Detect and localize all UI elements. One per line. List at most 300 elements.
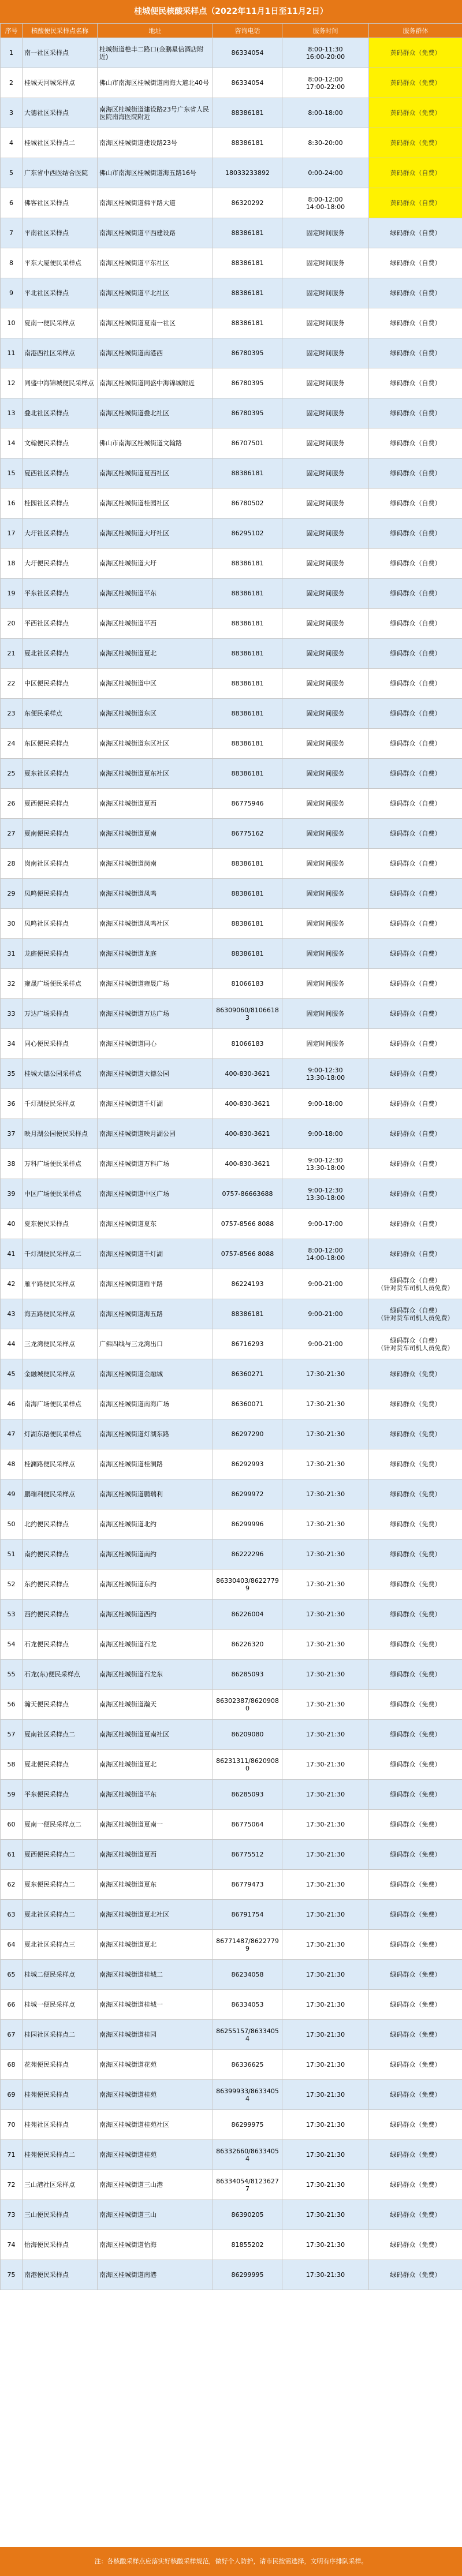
row-name: 凤鸣便民采样点: [23, 879, 98, 909]
row-service: 绿码群众（免费）: [369, 1720, 462, 1750]
row-phone: 86780395: [213, 398, 282, 428]
row-no: 63: [1, 1900, 23, 1930]
row-time: 17:30-21:30: [282, 1690, 369, 1720]
row-service: 绿码群众（免费）: [369, 1479, 462, 1509]
row-service: 绿码群众（免费）: [369, 1690, 462, 1720]
row-time: 固定时间服务: [282, 969, 369, 999]
row-phone: 81066183: [213, 1029, 282, 1059]
row-no: 42: [1, 1269, 23, 1299]
row-address: 南海区桂城街道桂城一: [98, 1990, 213, 2020]
row-no: 72: [1, 2170, 23, 2200]
table-row: [1, 2110, 462, 2140]
row-phone: 88386181: [213, 639, 282, 669]
row-time: 17:30-21:30: [282, 1840, 369, 1870]
row-time: 17:30-21:30: [282, 1900, 369, 1930]
row-address: 广佛四线与三龙湾出口: [98, 1329, 213, 1359]
row-time: 17:30-21:30: [282, 1509, 369, 1539]
row-time: 17:30-21:30: [282, 1780, 369, 1810]
row-time: 0:00-24:00: [282, 158, 369, 188]
row-name: 夏南一便民采样点: [23, 308, 98, 338]
row-name: 千灯湖便民采样点二: [23, 1239, 98, 1269]
row-service: 绿码群众（自费）: [369, 218, 462, 248]
row-service: 绿码群众（免费）: [369, 2020, 462, 2050]
row-service: 绿码群众（免费）: [369, 1780, 462, 1810]
table-row: [1, 1389, 462, 1419]
row-phone: 86780395: [213, 338, 282, 368]
table-row: [1, 819, 462, 849]
row-phone: 0757-86663688: [213, 1179, 282, 1209]
sampling-sites-table: [0, 23, 462, 2290]
row-name: 凤鸣社区采样点: [23, 909, 98, 939]
row-phone: 86390205: [213, 2200, 282, 2230]
row-address: 南海区桂城街道南港西: [98, 338, 213, 368]
row-phone: 86226320: [213, 1630, 282, 1660]
footer-note: 注：各核酸采样点应落实好核酸采样规范，做好个人防护，请市民按需选择，文明有序排队采样。: [0, 2547, 462, 2576]
row-no: 19: [1, 579, 23, 609]
row-time: 固定时间服务: [282, 819, 369, 849]
row-no: 25: [1, 759, 23, 789]
row-service: 绿码群众（自费）: [369, 639, 462, 669]
row-time: 17:30-21:30: [282, 1720, 369, 1750]
row-phone: 86299995: [213, 2260, 282, 2290]
row-no: 40: [1, 1209, 23, 1239]
row-time: 17:30-21:30: [282, 1539, 369, 1570]
row-no: 68: [1, 2050, 23, 2080]
row-no: 4: [1, 128, 23, 158]
row-service: 绿码群众（自费）: [369, 1059, 462, 1089]
row-phone: 88386181: [213, 278, 282, 308]
row-no: 65: [1, 1960, 23, 1990]
row-phone: 86234058: [213, 1960, 282, 1990]
row-service: 绿码群众（自费）: [369, 549, 462, 579]
row-phone: 86299996: [213, 1509, 282, 1539]
row-no: 28: [1, 849, 23, 879]
table-row: [1, 128, 462, 158]
row-address: 南海区桂城街道佛平路大道: [98, 188, 213, 218]
row-service: 绿码群众（自费）: [369, 489, 462, 519]
row-address: 南海区桂城街道岗南: [98, 849, 213, 879]
row-name: 桂园社区采样点: [23, 489, 98, 519]
row-name: 平西社区采样点: [23, 609, 98, 639]
table-row: [1, 1119, 462, 1149]
row-service: 绿码群众（自费）: [369, 729, 462, 759]
row-phone: 88386181: [213, 218, 282, 248]
row-phone: 86222296: [213, 1539, 282, 1570]
row-time: 17:30-21:30: [282, 1870, 369, 1900]
row-time: 17:30-21:30: [282, 1570, 369, 1600]
row-phone: 88386181: [213, 248, 282, 278]
row-no: 59: [1, 1780, 23, 1810]
row-no: 48: [1, 1449, 23, 1479]
row-name: 夏东便民采样点二: [23, 1870, 98, 1900]
row-address: 南海区桂城街道桂园: [98, 2020, 213, 2050]
row-no: 13: [1, 398, 23, 428]
row-name: 桂城天河城采样点: [23, 68, 98, 98]
row-name: 大德社区采样点: [23, 98, 98, 128]
table-row: [1, 2140, 462, 2170]
row-no: 8: [1, 248, 23, 278]
table-row: [1, 519, 462, 549]
row-address: 南海区桂城街道大圩社区: [98, 519, 213, 549]
row-time: 固定时间服务: [282, 549, 369, 579]
table-row: [1, 729, 462, 759]
row-time: 17:30-21:30: [282, 2050, 369, 2080]
row-name: 灯湖东路便民采样点: [23, 1419, 98, 1449]
row-no: 34: [1, 1029, 23, 1059]
row-time: 固定时间服务: [282, 579, 369, 609]
row-service: 绿码群众（自费）: [369, 1119, 462, 1149]
table-row: [1, 2170, 462, 2200]
row-name: 万科广场便民采样点: [23, 1149, 98, 1179]
row-phone: 86297290: [213, 1419, 282, 1449]
row-address: 南海区桂城街道同心: [98, 1029, 213, 1059]
row-no: 33: [1, 999, 23, 1029]
row-time: 8:00-18:00: [282, 98, 369, 128]
row-service: 绿码群众（自费）: [369, 909, 462, 939]
row-address: 桂城街道樵丰二路口(金鹏星信酒店附近): [98, 38, 213, 68]
table-row: [1, 579, 462, 609]
row-name: 中区广场便民采样点: [23, 1179, 98, 1209]
table-row: [1, 2200, 462, 2230]
row-address: 南海区桂城街道夏北: [98, 1750, 213, 1780]
row-service: 绿码群众（自费）: [369, 789, 462, 819]
row-no: 15: [1, 458, 23, 489]
row-phone: 86775512: [213, 1840, 282, 1870]
row-time: 固定时间服务: [282, 248, 369, 278]
table-header-row: [1, 24, 462, 38]
table-row: [1, 308, 462, 338]
row-name: 叠北社区采样点: [23, 398, 98, 428]
row-time: 17:30-21:30: [282, 1990, 369, 2020]
row-service: 绿码群众（免费）: [369, 1389, 462, 1419]
row-address: 南海区桂城街道石龙东: [98, 1660, 213, 1690]
row-address: 南海区桂城街道雁平路: [98, 1269, 213, 1299]
row-name: 同心便民采样点: [23, 1029, 98, 1059]
row-time: 17:30-21:30: [282, 2140, 369, 2170]
row-address: 南海区桂城街道凤鸣: [98, 879, 213, 909]
row-address: 南海区桂城街道映月湖公园: [98, 1119, 213, 1149]
row-time: 17:30-21:30: [282, 2080, 369, 2110]
row-name: 夏南便民采样点: [23, 819, 98, 849]
row-phone: 88386181: [213, 729, 282, 759]
row-service: 绿码群众（自费）: [369, 248, 462, 278]
row-no: 46: [1, 1389, 23, 1419]
row-time: 8:00-11:30 16:00-20:00: [282, 38, 369, 68]
row-name: 桂园社区采样点二: [23, 2020, 98, 2050]
row-no: 49: [1, 1479, 23, 1509]
row-time: 9:00-21:00: [282, 1329, 369, 1359]
row-service: 黄码群众（自费）: [369, 188, 462, 218]
table-row: [1, 879, 462, 909]
row-address: 南海区桂城街道石龙: [98, 1630, 213, 1660]
table-row: [1, 1810, 462, 1840]
row-name: 东区便民采样点: [23, 729, 98, 759]
row-service: 绿码群众（自费）: [369, 278, 462, 308]
row-no: 31: [1, 939, 23, 969]
row-no: 66: [1, 1990, 23, 2020]
row-phone: 88386181: [213, 458, 282, 489]
table-row: [1, 789, 462, 819]
row-service: 绿码群众（自费） （针对货车司机人员免费）: [369, 1269, 462, 1299]
row-address: 南海区桂城街道夏西: [98, 1840, 213, 1870]
page-title: 桂城便民核酸采样点（2022年11月1日至11月2日）: [0, 0, 462, 23]
row-no: 57: [1, 1720, 23, 1750]
row-no: 73: [1, 2200, 23, 2230]
table-row: [1, 398, 462, 428]
row-name: 石龙便民采样点: [23, 1630, 98, 1660]
row-phone: 86231311/86209080: [213, 1750, 282, 1780]
row-name: 南一社区采样点: [23, 38, 98, 68]
row-no: 11: [1, 338, 23, 368]
row-service: 绿码群众（自费）: [369, 819, 462, 849]
header-phone: 咨询电话: [213, 24, 282, 38]
row-phone: 400-830-3621: [213, 1089, 282, 1119]
row-address: 南海区桂城街道夏北社区: [98, 1900, 213, 1930]
row-address: 南海区桂城街道龙庭: [98, 939, 213, 969]
table-row: [1, 2260, 462, 2290]
row-time: 8:00-12:00 14:00-18:00: [282, 1239, 369, 1269]
table-row: [1, 699, 462, 729]
row-address: 佛山市南海区桂城街道南海大道北40号: [98, 68, 213, 98]
row-name: 桂城二便民采样点: [23, 1960, 98, 1990]
row-name: 东便民采样点: [23, 699, 98, 729]
row-address: 南海区桂城街道平东: [98, 1780, 213, 1810]
row-time: 固定时间服务: [282, 999, 369, 1029]
row-no: 37: [1, 1119, 23, 1149]
row-name: 桂城一便民采样点: [23, 1990, 98, 2020]
row-address: 南海区桂城街道大德公园: [98, 1059, 213, 1089]
row-address: 南海区桂城街道西约: [98, 1600, 213, 1630]
row-time: 固定时间服务: [282, 428, 369, 458]
row-phone: 86360271: [213, 1359, 282, 1389]
table-row: [1, 1179, 462, 1209]
row-service: 绿码群众（自费）: [369, 1089, 462, 1119]
row-no: 23: [1, 699, 23, 729]
row-no: 21: [1, 639, 23, 669]
table-row: [1, 158, 462, 188]
table-row: [1, 1660, 462, 1690]
row-name: 桂澜路便民采样点: [23, 1449, 98, 1479]
table-row: [1, 1750, 462, 1780]
row-service: 黄码群众（自费）: [369, 158, 462, 188]
row-phone: 88386181: [213, 909, 282, 939]
row-time: 固定时间服务: [282, 639, 369, 669]
row-no: 24: [1, 729, 23, 759]
row-time: 固定时间服务: [282, 669, 369, 699]
row-service: 绿码群众（免费）: [369, 1750, 462, 1780]
row-name: 平东便民采样点: [23, 1780, 98, 1810]
row-time: 固定时间服务: [282, 909, 369, 939]
row-address: 南海区桂城街道千灯湖: [98, 1239, 213, 1269]
row-address: 南海区桂城街道三山: [98, 2200, 213, 2230]
row-no: 17: [1, 519, 23, 549]
row-address: 南海区桂城街道夏南一社区: [98, 308, 213, 338]
row-address: 南海区桂城街道夏南一: [98, 1810, 213, 1840]
row-name: 桂苑便民采样点: [23, 2080, 98, 2110]
row-name: 夏西便民采样点: [23, 789, 98, 819]
row-time: 17:30-21:30: [282, 2200, 369, 2230]
row-time: 17:30-21:30: [282, 1930, 369, 1960]
row-service: 绿码群众（免费）: [369, 1870, 462, 1900]
row-service: 绿码群众（免费）: [369, 1509, 462, 1539]
table-row: [1, 1479, 462, 1509]
table-row: [1, 1299, 462, 1329]
table-row: [1, 1690, 462, 1720]
row-no: 44: [1, 1329, 23, 1359]
row-phone: 88386181: [213, 1299, 282, 1329]
row-address: 南海区桂城街道中区: [98, 669, 213, 699]
row-no: 14: [1, 428, 23, 458]
row-name: 雁平路便民采样点: [23, 1269, 98, 1299]
row-no: 10: [1, 308, 23, 338]
table-row: [1, 68, 462, 98]
table-row: [1, 1239, 462, 1269]
row-service: 绿码群众（免费）: [369, 1630, 462, 1660]
row-name: 夏南一便民采样点二: [23, 1810, 98, 1840]
row-phone: 88386181: [213, 308, 282, 338]
row-address: 南海区桂城街道千灯湖: [98, 1089, 213, 1119]
row-name: 东约便民采样点: [23, 1570, 98, 1600]
table-row: [1, 2230, 462, 2260]
row-no: 52: [1, 1570, 23, 1600]
row-address: 南海区桂城街道桂苑: [98, 2080, 213, 2110]
row-no: 16: [1, 489, 23, 519]
row-no: 29: [1, 879, 23, 909]
row-phone: 88386181: [213, 879, 282, 909]
table-row: [1, 1900, 462, 1930]
row-time: 固定时间服务: [282, 789, 369, 819]
row-phone: 86334054: [213, 68, 282, 98]
row-name: 夏北便民采样点: [23, 1750, 98, 1780]
header-no: 序号: [1, 24, 23, 38]
row-address: 南海区桂城街道平西: [98, 609, 213, 639]
row-name: 三山港社区采样点: [23, 2170, 98, 2200]
table-row: [1, 338, 462, 368]
row-phone: 86334053: [213, 1990, 282, 2020]
row-address: 南海区桂城街道桂苑: [98, 2140, 213, 2170]
row-address: 南海区桂城街道中区广场: [98, 1179, 213, 1209]
row-name: 万达广场采样点: [23, 999, 98, 1029]
table-row: [1, 909, 462, 939]
row-no: 75: [1, 2260, 23, 2290]
table-row: [1, 1269, 462, 1299]
row-name: 南港西社区采样点: [23, 338, 98, 368]
row-time: 固定时间服务: [282, 849, 369, 879]
table-row: [1, 1930, 462, 1960]
row-name: 怡海便民采样点: [23, 2230, 98, 2260]
row-address: 南海区桂城街道金融城: [98, 1359, 213, 1389]
row-address: 南海区桂城街道平北社区: [98, 278, 213, 308]
row-no: 32: [1, 969, 23, 999]
row-phone: 86336625: [213, 2050, 282, 2080]
row-address: 南海区桂城街道桂澜路: [98, 1449, 213, 1479]
row-phone: 86285093: [213, 1660, 282, 1690]
table-row: [1, 1209, 462, 1239]
row-time: 17:30-21:30: [282, 2260, 369, 2290]
row-address: 南海区桂城街道雍晟广场: [98, 969, 213, 999]
row-name: 广东省中西医结合医院: [23, 158, 98, 188]
row-phone: 86299975: [213, 2110, 282, 2140]
row-phone: 0757-8566 8088: [213, 1239, 282, 1269]
row-name: 中区便民采样点: [23, 669, 98, 699]
row-service: 绿码群众（免费）: [369, 2200, 462, 2230]
row-time: 固定时间服务: [282, 398, 369, 428]
row-phone: 86716293: [213, 1329, 282, 1359]
table-row: [1, 1630, 462, 1660]
row-name: 石龙(东)便民采样点: [23, 1660, 98, 1690]
row-time: 17:30-21:30: [282, 2110, 369, 2140]
row-service: 绿码群众（自费）: [369, 609, 462, 639]
row-no: 51: [1, 1539, 23, 1570]
row-no: 26: [1, 789, 23, 819]
row-no: 60: [1, 1810, 23, 1840]
row-service: 绿码群众（自费）: [369, 699, 462, 729]
table-row: [1, 939, 462, 969]
row-time: 固定时间服务: [282, 1029, 369, 1059]
row-service: 绿码群众（免费）: [369, 2110, 462, 2140]
row-service: 绿码群众（免费）: [369, 2080, 462, 2110]
row-no: 50: [1, 1509, 23, 1539]
table-row: [1, 489, 462, 519]
row-no: 58: [1, 1750, 23, 1780]
table-row: [1, 98, 462, 128]
row-time: 17:30-21:30: [282, 1449, 369, 1479]
table-row: [1, 428, 462, 458]
header-addr: 地址: [98, 24, 213, 38]
row-no: 22: [1, 669, 23, 699]
table-row: [1, 1870, 462, 1900]
row-phone: 86334054: [213, 38, 282, 68]
table-row: [1, 1840, 462, 1870]
row-service: 绿码群众（自费）: [369, 398, 462, 428]
row-phone: 86360071: [213, 1389, 282, 1419]
row-name: 龙庭便民采样点: [23, 939, 98, 969]
row-time: 17:30-21:30: [282, 1960, 369, 1990]
row-no: 18: [1, 549, 23, 579]
row-phone: 86780502: [213, 489, 282, 519]
table-row: [1, 38, 462, 68]
table-row: [1, 278, 462, 308]
row-phone: 88386181: [213, 579, 282, 609]
row-address: 南海区桂城街道夏北: [98, 639, 213, 669]
row-service: 绿码群众（自费）: [369, 759, 462, 789]
row-service: 绿码群众（自费）: [369, 849, 462, 879]
row-phone: 86779473: [213, 1870, 282, 1900]
row-name: 西约便民采样点: [23, 1600, 98, 1630]
row-phone: 88386181: [213, 759, 282, 789]
row-address: 南海区桂城街道夏南社区: [98, 1720, 213, 1750]
row-address: 南海区桂城街道南海广场: [98, 1389, 213, 1419]
row-name: 海五路便民采样点: [23, 1299, 98, 1329]
row-name: 南约便民采样点: [23, 1539, 98, 1570]
table-row: [1, 1329, 462, 1359]
table-row: [1, 999, 462, 1029]
row-time: 9:00-12:30 13:30-18:00: [282, 1149, 369, 1179]
row-address: 南海区桂城街道平西建设路: [98, 218, 213, 248]
row-phone: 400-830-3621: [213, 1149, 282, 1179]
row-service: 绿码群众（免费）: [369, 1900, 462, 1930]
row-phone: 86320292: [213, 188, 282, 218]
row-time: 17:30-21:30: [282, 1389, 369, 1419]
row-service: 绿码群众（自费）: [369, 969, 462, 999]
row-phone: 86771487/86227799: [213, 1930, 282, 1960]
row-no: 45: [1, 1359, 23, 1389]
row-time: 17:30-21:30: [282, 1359, 369, 1389]
header-service: 服务群体: [369, 24, 462, 38]
row-time: 17:30-21:30: [282, 1630, 369, 1660]
table-row: [1, 669, 462, 699]
row-phone: 86209080: [213, 1720, 282, 1750]
